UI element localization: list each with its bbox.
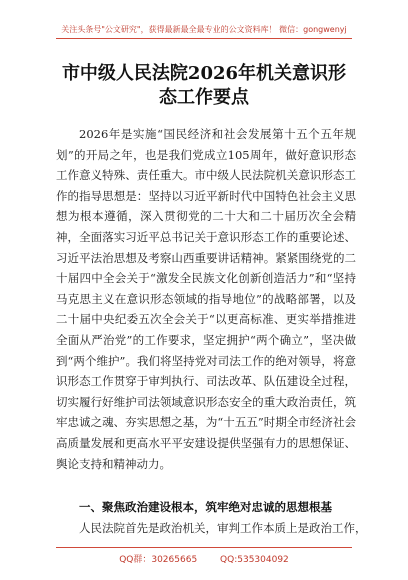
header-promo-note: 关注头条号"公文研究"，获得最新最全最专业的公文资料库！ 微信：gongwenyj: [61, 25, 347, 34]
document-body: [56, 124, 356, 474]
footer-qq-group: QQ群：30265665: [119, 555, 198, 565]
document-title: 市中级人民法院2026年机关意识形态工作要点: [61, 63, 347, 108]
intro-paragraph: 2026年是实施“国民经济和社会发展第十五个五年规划”的开局之年，也是我们党成立105周年，做好意识形态工作意义特殊、责任重大。市中级人民法院机关意识形态工作的指导思想是：坚持以习近平新时代中国特色社会主义思想为根本遵循，深入贯彻党的二十大和二十届历次全会精神，全面落实习近平总书记关于意识形态工作的重要论述、习近平法治思想及考察山西重要讲话精神。紧紧围绕党的二十届四中全会关于“激发全民族文化创新创造活力”和“坚持马克思主义在意识形态领域的指导地位”的战略部署，以及二十届中央纪委五次全会关于“以更高标准、更实举措推进全面从严治党”的工作要求，坚定拥护“两个确立”，坚决做到“两个维护”。我们将坚持党对司法工作的绝对领导，将意识形态工作贯穿于审判执行、司法改革、队伍建设全过程，切实履行好维护司法领域意识形态安全的重大政治责任，筑牢忠诚之魂、夯实思想之基，为“十五五”时期全市经济社会高质量发展和更高水平平安建设提供坚强有力的思想保证、舆论支持和精神动力。: [56, 127, 356, 471]
footer-contact: [0, 552, 408, 565]
footer-divider: [56, 547, 352, 548]
footer-qq: QQ:535304092: [220, 555, 289, 565]
header-divider: [56, 38, 352, 39]
section-heading-1: 一、聚焦政治建设根本，筑牢绝对忠诚的思想根基: [79, 500, 332, 514]
section-1-paragraph: 人民法院首先是政治机关，审判工作本质上是政治工作，: [79, 521, 367, 535]
